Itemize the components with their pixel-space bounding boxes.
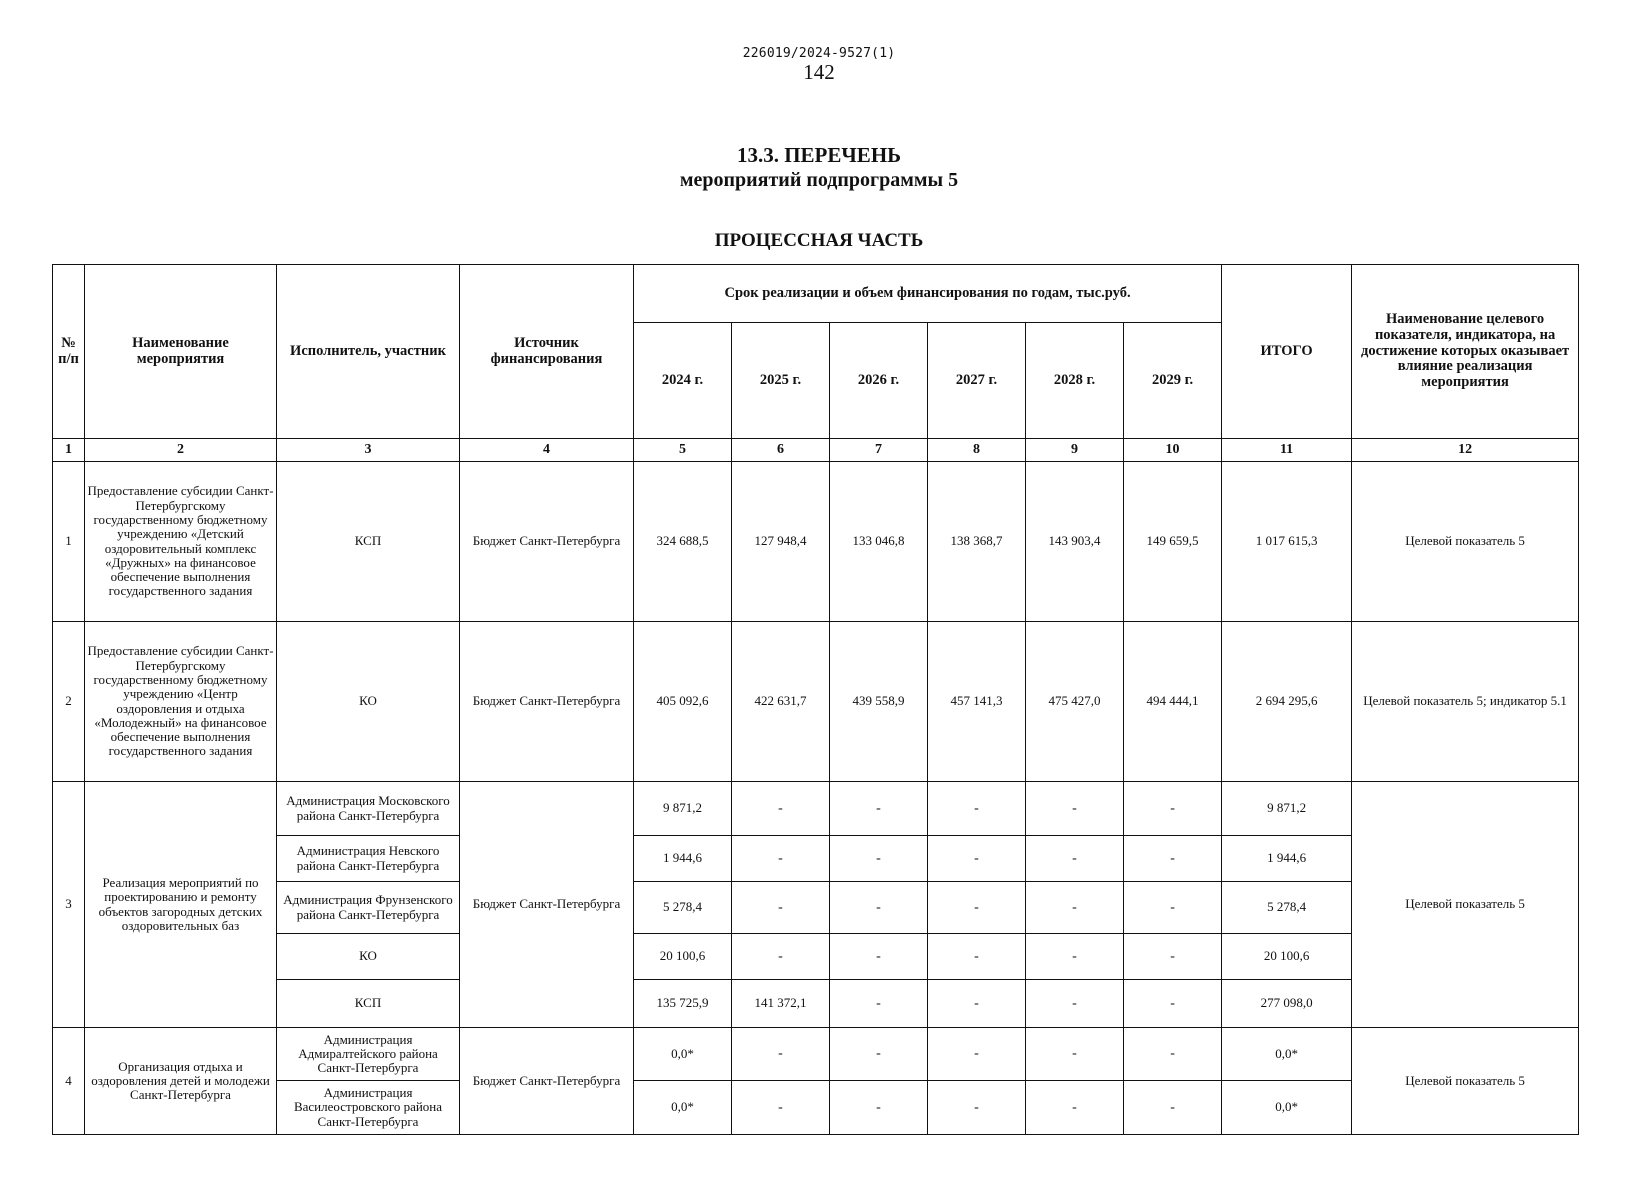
- executor-cell: КО: [277, 934, 460, 980]
- year-value: -: [732, 836, 830, 882]
- column-number: 8: [928, 439, 1026, 462]
- table-row: [53, 1028, 1579, 1081]
- year-value: -: [1026, 1028, 1124, 1081]
- year-value: -: [928, 934, 1026, 980]
- column-number-row: [53, 439, 1579, 462]
- column-number: 9: [1026, 439, 1124, 462]
- year-value: 141 372,1: [732, 980, 830, 1028]
- year-value: -: [1026, 980, 1124, 1028]
- total-value: 5 278,4: [1222, 882, 1352, 934]
- document-title: 13.3. ПЕРЕЧЕНЬ: [736, 143, 902, 167]
- header-source: Источник финансирования: [460, 265, 634, 439]
- column-number: 11: [1222, 439, 1352, 462]
- executor-cell: Администрация Фрунзенского района Санкт-Петербурга: [277, 882, 460, 934]
- column-number: 2: [85, 439, 277, 462]
- row-number: 1: [53, 462, 85, 622]
- year-value: -: [830, 836, 928, 882]
- funding-source: Бюджет Санкт-Петербурга: [460, 1028, 634, 1135]
- year-value: -: [1026, 782, 1124, 836]
- total-value: 20 100,6: [1222, 934, 1352, 980]
- header-year: 2024 г.: [634, 323, 732, 439]
- year-value: -: [928, 980, 1026, 1028]
- year-value: -: [732, 1081, 830, 1135]
- header-year: 2025 г.: [732, 323, 830, 439]
- measure-name: Предоставление субсидии Санкт-Петербургскому государственному бюджетному учреждению «Детский оздоровительный комплекс «Дружных» на финансовое обеспечение выполнения государственного задания: [85, 462, 277, 622]
- year-value: 475 427,0: [1026, 622, 1124, 782]
- year-value: 0,0*: [634, 1028, 732, 1081]
- table-row: [53, 934, 1579, 980]
- table-body: [53, 265, 1579, 1135]
- year-value: -: [830, 934, 928, 980]
- column-number: 3: [277, 439, 460, 462]
- year-value: 422 631,7: [732, 622, 830, 782]
- funding-source: Бюджет Санкт-Петербурга: [460, 462, 634, 622]
- year-value: -: [830, 1028, 928, 1081]
- year-value: -: [732, 882, 830, 934]
- year-value: 1 944,6: [634, 836, 732, 882]
- section-title: ПРОЦЕССНАЯ ЧАСТЬ: [714, 230, 924, 251]
- column-number: 5: [634, 439, 732, 462]
- header-year: 2029 г.: [1124, 323, 1222, 439]
- year-value: -: [830, 882, 928, 934]
- executor-cell: Администрация Адмиралтейского района Санкт-Петербурга: [277, 1028, 460, 1081]
- year-value: -: [928, 882, 1026, 934]
- table-row: [53, 836, 1579, 882]
- year-value: -: [1026, 882, 1124, 934]
- year-value: -: [928, 1028, 1026, 1081]
- column-number: 4: [460, 439, 634, 462]
- year-value: -: [830, 1081, 928, 1135]
- total-value: 277 098,0: [1222, 980, 1352, 1028]
- column-number: 6: [732, 439, 830, 462]
- funding-source: Бюджет Санкт-Петербурга: [460, 782, 634, 1028]
- column-number: 7: [830, 439, 928, 462]
- target-indicator: Целевой показатель 5; индикатор 5.1: [1352, 622, 1579, 782]
- year-value: 135 725,9: [634, 980, 732, 1028]
- year-value: -: [1124, 882, 1222, 934]
- year-value: -: [928, 1081, 1026, 1135]
- table-row: [53, 782, 1579, 836]
- executor-cell: КСП: [277, 980, 460, 1028]
- year-value: 9 871,2: [634, 782, 732, 836]
- year-value: -: [1026, 836, 1124, 882]
- year-value: 133 046,8: [830, 462, 928, 622]
- year-value: 457 141,3: [928, 622, 1026, 782]
- executor-cell: КСП: [277, 462, 460, 622]
- table-row: [53, 622, 1579, 782]
- header-year: 2028 г.: [1026, 323, 1124, 439]
- year-value: 20 100,6: [634, 934, 732, 980]
- target-indicator: Целевой показатель 5: [1352, 1028, 1579, 1135]
- year-value: -: [1124, 1028, 1222, 1081]
- year-value: 324 688,5: [634, 462, 732, 622]
- total-value: 2 694 295,6: [1222, 622, 1352, 782]
- row-number: 2: [53, 622, 85, 782]
- measures-table: [52, 264, 1579, 1135]
- year-value: 0,0*: [634, 1081, 732, 1135]
- year-value: -: [732, 934, 830, 980]
- table-row: [53, 882, 1579, 934]
- executor-cell: КО: [277, 622, 460, 782]
- target-indicator: Целевой показатель 5: [1352, 782, 1579, 1028]
- header-year: 2027 г.: [928, 323, 1026, 439]
- column-number: 10: [1124, 439, 1222, 462]
- header-indicator: Наименование целевого показателя, индикатора, на достижение которых оказывает влияние реализация мероприятия: [1352, 265, 1579, 439]
- year-value: -: [928, 836, 1026, 882]
- executor-cell: Администрация Василеостровского района Санкт-Петербурга: [277, 1081, 460, 1135]
- header-row: [53, 265, 1579, 323]
- header-num: № п/п: [53, 265, 85, 439]
- year-value: -: [1124, 836, 1222, 882]
- year-value: -: [732, 1028, 830, 1081]
- year-value: -: [1026, 934, 1124, 980]
- year-value: -: [1124, 980, 1222, 1028]
- table-row: [53, 462, 1579, 622]
- executor-cell: Администрация Московского района Санкт-Петербурга: [277, 782, 460, 836]
- row-number: 4: [53, 1028, 85, 1135]
- funding-source: Бюджет Санкт-Петербурга: [460, 622, 634, 782]
- header-executor: Исполнитель, участник: [277, 265, 460, 439]
- year-value: 143 903,4: [1026, 462, 1124, 622]
- table-row: [53, 980, 1579, 1028]
- year-value: -: [830, 782, 928, 836]
- year-value: -: [1026, 1081, 1124, 1135]
- header-period: Срок реализации и объем финансирования по годам, тыс.руб.: [634, 265, 1222, 323]
- year-value: 439 558,9: [830, 622, 928, 782]
- total-value: 9 871,2: [1222, 782, 1352, 836]
- header-total: ИТОГО: [1222, 265, 1352, 439]
- year-value: 405 092,6: [634, 622, 732, 782]
- year-value: 138 368,7: [928, 462, 1026, 622]
- total-value: 1 944,6: [1222, 836, 1352, 882]
- measure-name: Организация отдыха и оздоровления детей и молодежи Санкт-Петербурга: [85, 1028, 277, 1135]
- year-value: 149 659,5: [1124, 462, 1222, 622]
- total-value: 0,0*: [1222, 1081, 1352, 1135]
- column-number: 12: [1352, 439, 1579, 462]
- year-value: -: [928, 782, 1026, 836]
- measure-name: Реализация мероприятий по проектированию и ремонту объектов загородных детских оздоровительных баз: [85, 782, 277, 1028]
- year-value: 5 278,4: [634, 882, 732, 934]
- year-value: -: [1124, 934, 1222, 980]
- column-number: 1: [53, 439, 85, 462]
- total-value: 1 017 615,3: [1222, 462, 1352, 622]
- header-year: 2026 г.: [830, 323, 928, 439]
- year-value: -: [830, 980, 928, 1028]
- target-indicator: Целевой показатель 5: [1352, 462, 1579, 622]
- year-value: -: [1124, 782, 1222, 836]
- row-number: 3: [53, 782, 85, 1028]
- year-value: 127 948,4: [732, 462, 830, 622]
- year-value: -: [732, 782, 830, 836]
- page-number: 142: [803, 60, 835, 84]
- document-subtitle: мероприятий подпрограммы 5: [679, 169, 959, 191]
- table-row: [53, 1081, 1579, 1135]
- measure-name: Предоставление субсидии Санкт-Петербургскому государственному бюджетному учреждению «Центр оздоровления и отдыха «Молодежный» на финансовое обеспечение выполнения государственного задания: [85, 622, 277, 782]
- total-value: 0,0*: [1222, 1028, 1352, 1081]
- executor-cell: Администрация Невского района Санкт-Петербурга: [277, 836, 460, 882]
- registration-number: 226019/2024-9527(1): [742, 46, 896, 61]
- header-name: Наименование мероприятия: [85, 265, 277, 439]
- year-value: -: [1124, 1081, 1222, 1135]
- year-value: 494 444,1: [1124, 622, 1222, 782]
